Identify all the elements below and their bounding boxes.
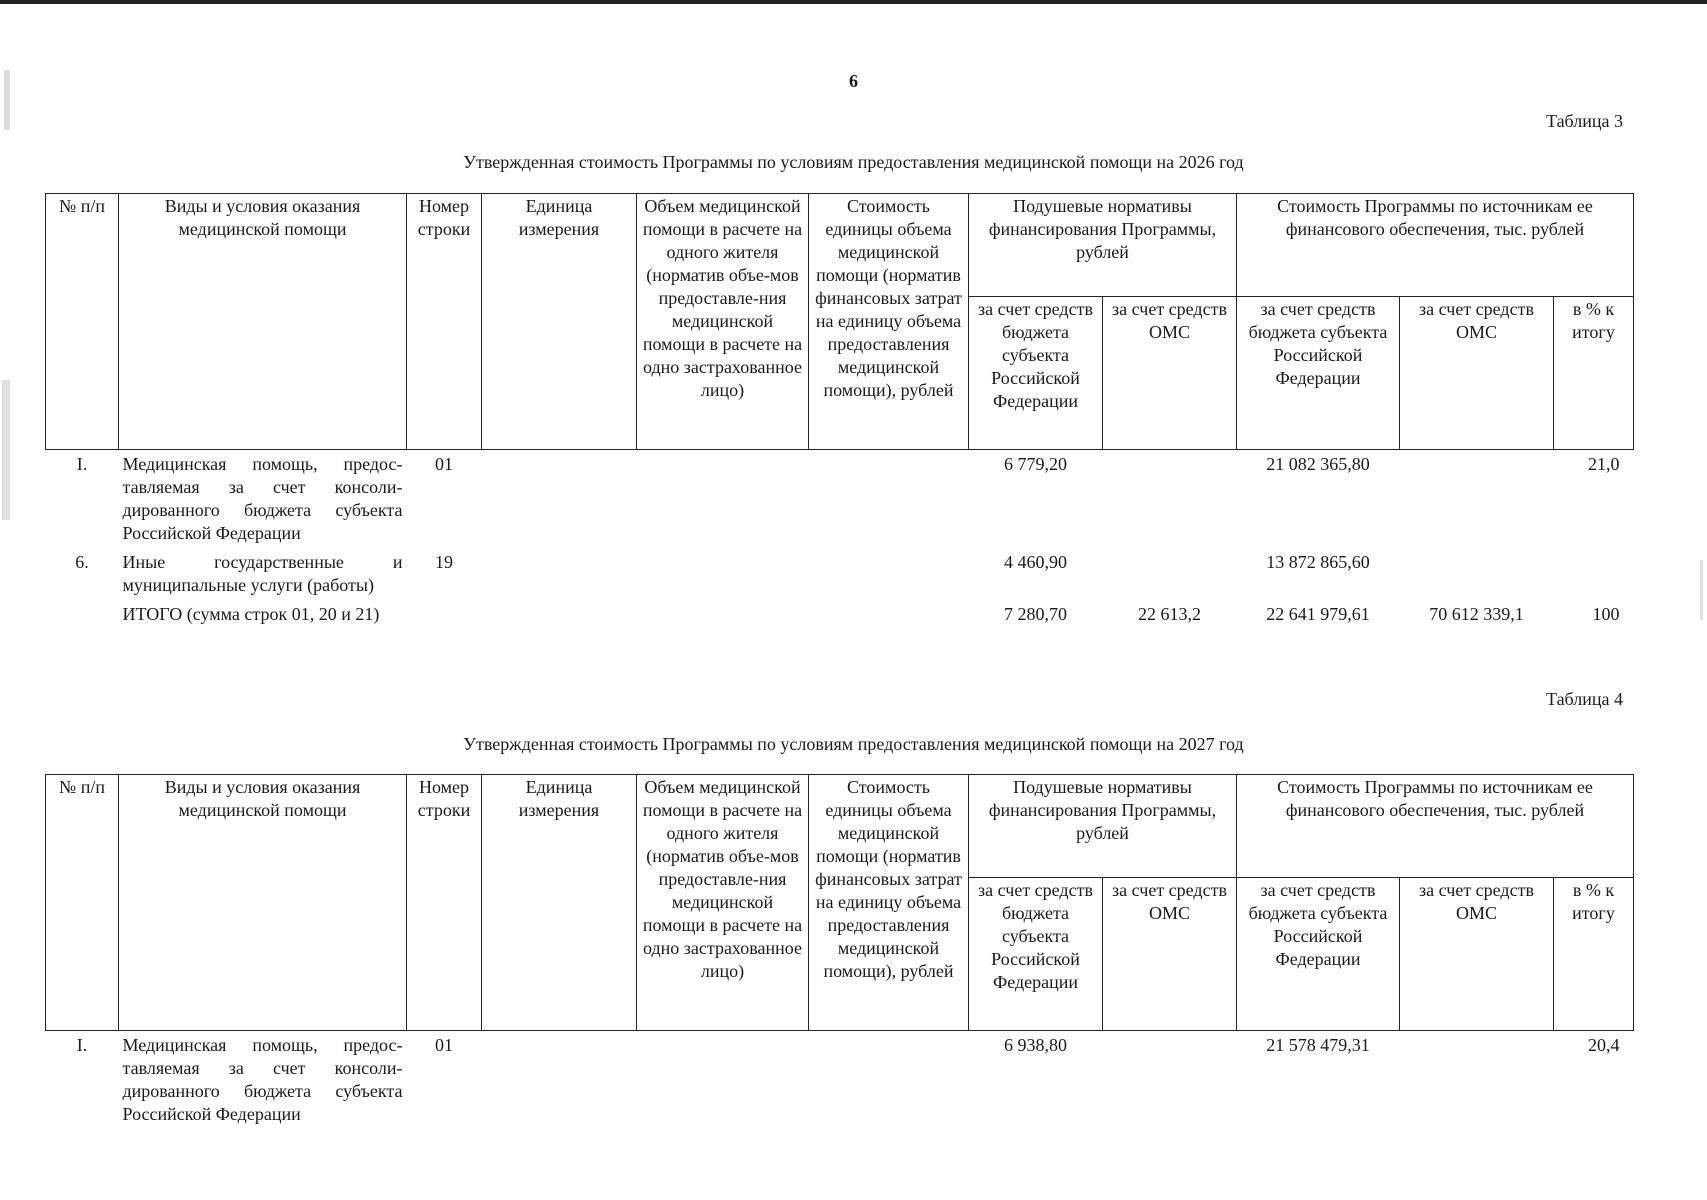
scan-artifact bbox=[1700, 560, 1703, 620]
header-per-capita: Подушевые нормативы финансирования Программы, рублей bbox=[969, 775, 1237, 878]
header-pc-oms: за счет средств ОМС bbox=[1103, 297, 1237, 450]
total-src-budget: 22 641 979,61 bbox=[1266, 604, 1370, 624]
total-pc-oms: 22 613,2 bbox=[1138, 604, 1201, 624]
table-4 bbox=[45, 774, 1634, 1129]
header-src-budget: за счет средств бюджета субъекта Российской Федерации bbox=[1237, 878, 1400, 1031]
header-line-number: Номер строки bbox=[407, 194, 482, 450]
header-per-capita: Подушевые нормативы финансирования Программы, рублей bbox=[969, 194, 1237, 297]
header-care-kind: Виды и условия оказания медицинской помощи bbox=[119, 775, 407, 1031]
row-description: Иные государственные и муниципальные услуги (работы) bbox=[122, 552, 403, 595]
total-title: ИТОГО bbox=[122, 604, 183, 624]
header-pc-budget: за счет средств бюджета субъекта Российской Федерации bbox=[969, 878, 1103, 1031]
table-4-label: Таблица 4 bbox=[1546, 689, 1623, 709]
header-unit: Единица измерения bbox=[482, 775, 637, 1031]
row-pc-oms bbox=[1103, 450, 1237, 549]
scan-artifact bbox=[2, 380, 10, 520]
row-line: 01 bbox=[435, 454, 453, 474]
header-unit-cost: Стоимость единицы объема медицинской помощи (норматив финансовых затрат на единицу объема предоставления медицинской помощи), рублей bbox=[809, 194, 969, 450]
table-3 bbox=[45, 193, 1634, 629]
row-number: I. bbox=[76, 454, 88, 474]
header-pc-budget: за счет средств бюджета субъекта Российской Федерации bbox=[969, 297, 1103, 450]
header-volume: Объем медицинской помощи в расчете на одного жителя (норматив объе-мов предоставле-ния медицинской помощи в расчете на одно застрахованное лицо) bbox=[637, 775, 809, 1031]
row-pct bbox=[1554, 548, 1634, 600]
header-src-oms: за счет средств ОМС bbox=[1400, 878, 1554, 1031]
header-row-number: № п/п bbox=[46, 775, 119, 1031]
row-pc-budget: 6 779,20 bbox=[1004, 454, 1067, 474]
header-sources: Стоимость Программы по источникам ее финансового обеспечения, тыс. рублей bbox=[1237, 775, 1634, 878]
row-number: 6. bbox=[75, 552, 89, 572]
header-volume: Объем медицинской помощи в расчете на одного жителя (норматив объе-мов предоставле-ния медицинской помощи в расчете на одно застрахованное лицо) bbox=[637, 194, 809, 450]
table-row bbox=[46, 1031, 1634, 1130]
row-src-budget: 21 578 479,31 bbox=[1266, 1035, 1370, 1055]
row-src-oms bbox=[1400, 1031, 1554, 1130]
total-label bbox=[119, 600, 407, 629]
total-src-oms: 70 612 339,1 bbox=[1429, 604, 1524, 624]
total-formula: (сумма строк 01, 20 и 21) bbox=[186, 604, 380, 624]
row-line: 01 bbox=[435, 1035, 453, 1055]
header-row-number: № п/п bbox=[46, 194, 119, 450]
row-pc-budget: 4 460,90 bbox=[1004, 552, 1067, 572]
row-src-oms bbox=[1400, 548, 1554, 600]
row-pc-oms bbox=[1103, 1031, 1237, 1130]
total-pc-budget: 7 280,70 bbox=[1004, 604, 1067, 624]
row-line bbox=[407, 600, 482, 629]
table-row bbox=[46, 548, 1634, 600]
header-care-kind: Виды и условия оказания медицинской помощи bbox=[119, 194, 407, 450]
header-unit: Единица измерения bbox=[482, 194, 637, 450]
row-description: Медицинская помощь, предос-тавляемая за счет консоли-дированного бюджета субъекта Российской Федерации bbox=[122, 454, 403, 543]
row-src-budget: 13 872 865,60 bbox=[1266, 552, 1370, 572]
row-pc-oms bbox=[1103, 548, 1237, 600]
top-border-rule bbox=[0, 0, 1707, 4]
header-src-oms: за счет средств ОМС bbox=[1400, 297, 1554, 450]
header-unit-cost: Стоимость единицы объема медицинской помощи (норматив финансовых затрат на единицу объема предоставления медицинской помощи), рублей bbox=[809, 775, 969, 1031]
row-number: I. bbox=[76, 1035, 88, 1055]
table-3-title: Утвержденная стоимость Программы по условиям предоставления медицинской помощи на 2026 год bbox=[463, 152, 1244, 172]
row-line: 19 bbox=[435, 552, 453, 572]
header-line-number: Номер строки bbox=[407, 775, 482, 1031]
table-3-label: Таблица 3 bbox=[1546, 111, 1623, 131]
total-pct: 100 bbox=[1592, 604, 1620, 624]
row-pc-budget: 6 938,80 bbox=[1004, 1035, 1067, 1055]
header-pc-oms: за счет средств ОМС bbox=[1103, 878, 1237, 1031]
row-number bbox=[46, 600, 119, 629]
header-src-budget: за счет средств бюджета субъекта Российской Федерации bbox=[1237, 297, 1400, 450]
table-total-row bbox=[46, 600, 1634, 629]
table-4-title: Утвержденная стоимость Программы по условиям предоставления медицинской помощи на 2027 год bbox=[463, 734, 1244, 754]
row-pct: 21,0 bbox=[1588, 454, 1620, 474]
row-src-oms bbox=[1400, 450, 1554, 549]
table-row bbox=[46, 450, 1634, 549]
row-src-budget: 21 082 365,80 bbox=[1266, 454, 1370, 474]
row-description: Медицинская помощь, предос-тавляемая за счет консоли-дированного бюджета субъекта Российской Федерации bbox=[122, 1035, 403, 1124]
page-number: 6 bbox=[849, 71, 858, 91]
header-src-pct: в % к итогу bbox=[1554, 297, 1634, 450]
row-pct: 20,4 bbox=[1588, 1035, 1620, 1055]
header-src-pct: в % к итогу bbox=[1554, 878, 1634, 1031]
header-sources: Стоимость Программы по источникам ее финансового обеспечения, тыс. рублей bbox=[1237, 194, 1634, 297]
